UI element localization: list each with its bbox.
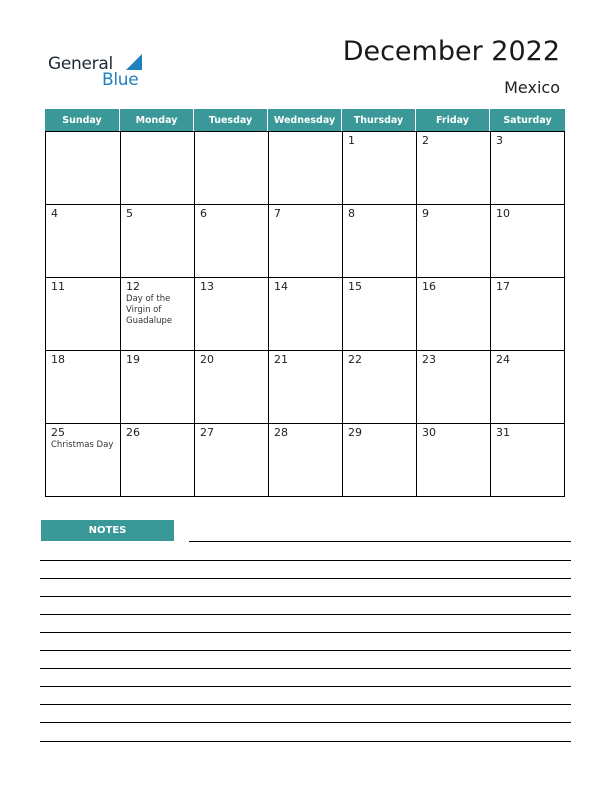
calendar-day-cell (269, 278, 343, 350)
day-number: 26 (126, 426, 140, 439)
notes-line (40, 614, 571, 615)
notes-label: NOTES (41, 520, 174, 541)
day-number: 28 (274, 426, 288, 439)
day-number: 19 (126, 353, 140, 366)
weekday-thursday: Thursday (342, 109, 416, 131)
calendar-day-cell (269, 424, 343, 496)
notes-line (40, 704, 571, 705)
notes-line (189, 541, 571, 542)
day-number: 31 (496, 426, 510, 439)
day-number: 15 (348, 280, 362, 293)
calendar-day-cell (121, 278, 195, 350)
generalblue-logo (48, 52, 158, 92)
day-number: 27 (200, 426, 214, 439)
day-number: 29 (348, 426, 362, 439)
calendar-week (46, 131, 564, 204)
calendar-day-cell (46, 205, 121, 277)
weekday-saturday: Saturday (503, 114, 552, 126)
calendar-day-cell (417, 205, 491, 277)
calendar-day-cell (46, 424, 121, 496)
day-number: 16 (422, 280, 436, 293)
holiday-label: Christmas Day (51, 440, 114, 450)
notes-line (40, 741, 571, 742)
notes-line (40, 650, 571, 651)
calendar-day-cell (195, 278, 269, 350)
day-number: 8 (348, 207, 355, 220)
calendar-week (46, 277, 564, 350)
calendar-day-cell (491, 132, 566, 204)
notes-line (40, 632, 571, 633)
calendar-day-cell (491, 424, 566, 496)
calendar-day-cell (121, 424, 195, 496)
day-number: 10 (496, 207, 510, 220)
calendar-grid (45, 109, 565, 497)
day-number: 12 (126, 280, 140, 293)
day-number: 1 (348, 134, 355, 147)
calendar-day-cell (491, 278, 566, 350)
calendar-day-cell (417, 132, 491, 204)
calendar-day-cell (46, 278, 121, 350)
weekday-tuesday: Tuesday (194, 109, 268, 131)
calendar-day-cell (121, 351, 195, 423)
notes-line (40, 578, 571, 579)
day-number: 11 (51, 280, 65, 293)
calendar-day-cell (269, 132, 343, 204)
logo-blue-text: Blue (102, 70, 139, 90)
calendar-day-cell (121, 132, 195, 204)
notes-line (40, 560, 571, 561)
calendar-day-cell (195, 132, 269, 204)
calendar-day-cell (195, 351, 269, 423)
day-number: 13 (200, 280, 214, 293)
calendar-body (45, 131, 565, 497)
page-title: December 2022 (342, 36, 560, 67)
day-number: 22 (348, 353, 362, 366)
weekday-wednesday: Wednesday (268, 109, 342, 131)
day-number: 14 (274, 280, 288, 293)
calendar-day-cell (343, 351, 417, 423)
notes-line (40, 686, 571, 687)
weekday-monday: Monday (120, 109, 194, 131)
day-number: 23 (422, 353, 436, 366)
calendar-day-cell (121, 205, 195, 277)
country-label: Mexico (504, 78, 560, 97)
calendar-day-cell (46, 132, 121, 204)
notes-line (40, 722, 571, 723)
day-number: 6 (200, 207, 207, 220)
day-number: 17 (496, 280, 510, 293)
logo-general-text: General (48, 54, 113, 74)
calendar-day-cell (269, 205, 343, 277)
weekday-friday: Friday (416, 109, 490, 131)
notes-line (40, 596, 571, 597)
day-number: 21 (274, 353, 288, 366)
calendar-day-cell (195, 424, 269, 496)
calendar-week (46, 350, 564, 423)
calendar-day-cell (46, 351, 121, 423)
day-number: 25 (51, 426, 65, 439)
calendar-day-cell (417, 424, 491, 496)
calendar-day-cell (269, 351, 343, 423)
calendar-day-cell (343, 278, 417, 350)
calendar-day-cell (417, 351, 491, 423)
day-number: 7 (274, 207, 281, 220)
calendar-day-cell (195, 205, 269, 277)
day-number: 18 (51, 353, 65, 366)
day-number: 24 (496, 353, 510, 366)
calendar-week (46, 423, 564, 496)
calendar-day-cell (491, 205, 566, 277)
logo-triangle-icon (124, 52, 144, 72)
day-number: 3 (496, 134, 503, 147)
calendar-day-cell (491, 351, 566, 423)
day-number: 5 (126, 207, 133, 220)
day-number: 9 (422, 207, 429, 220)
calendar-day-cell (343, 132, 417, 204)
notes-line (40, 668, 571, 669)
calendar-day-cell (343, 205, 417, 277)
day-number: 20 (200, 353, 214, 366)
day-number: 30 (422, 426, 436, 439)
calendar-day-cell (417, 278, 491, 350)
calendar-day-cell (343, 424, 417, 496)
weekday-sunday: Sunday (45, 109, 120, 131)
holiday-label: Day of the Virgin of Guadalupe (126, 294, 173, 326)
weekday-header (45, 109, 565, 131)
calendar-week (46, 204, 564, 277)
day-number: 4 (51, 207, 58, 220)
day-number: 2 (422, 134, 429, 147)
